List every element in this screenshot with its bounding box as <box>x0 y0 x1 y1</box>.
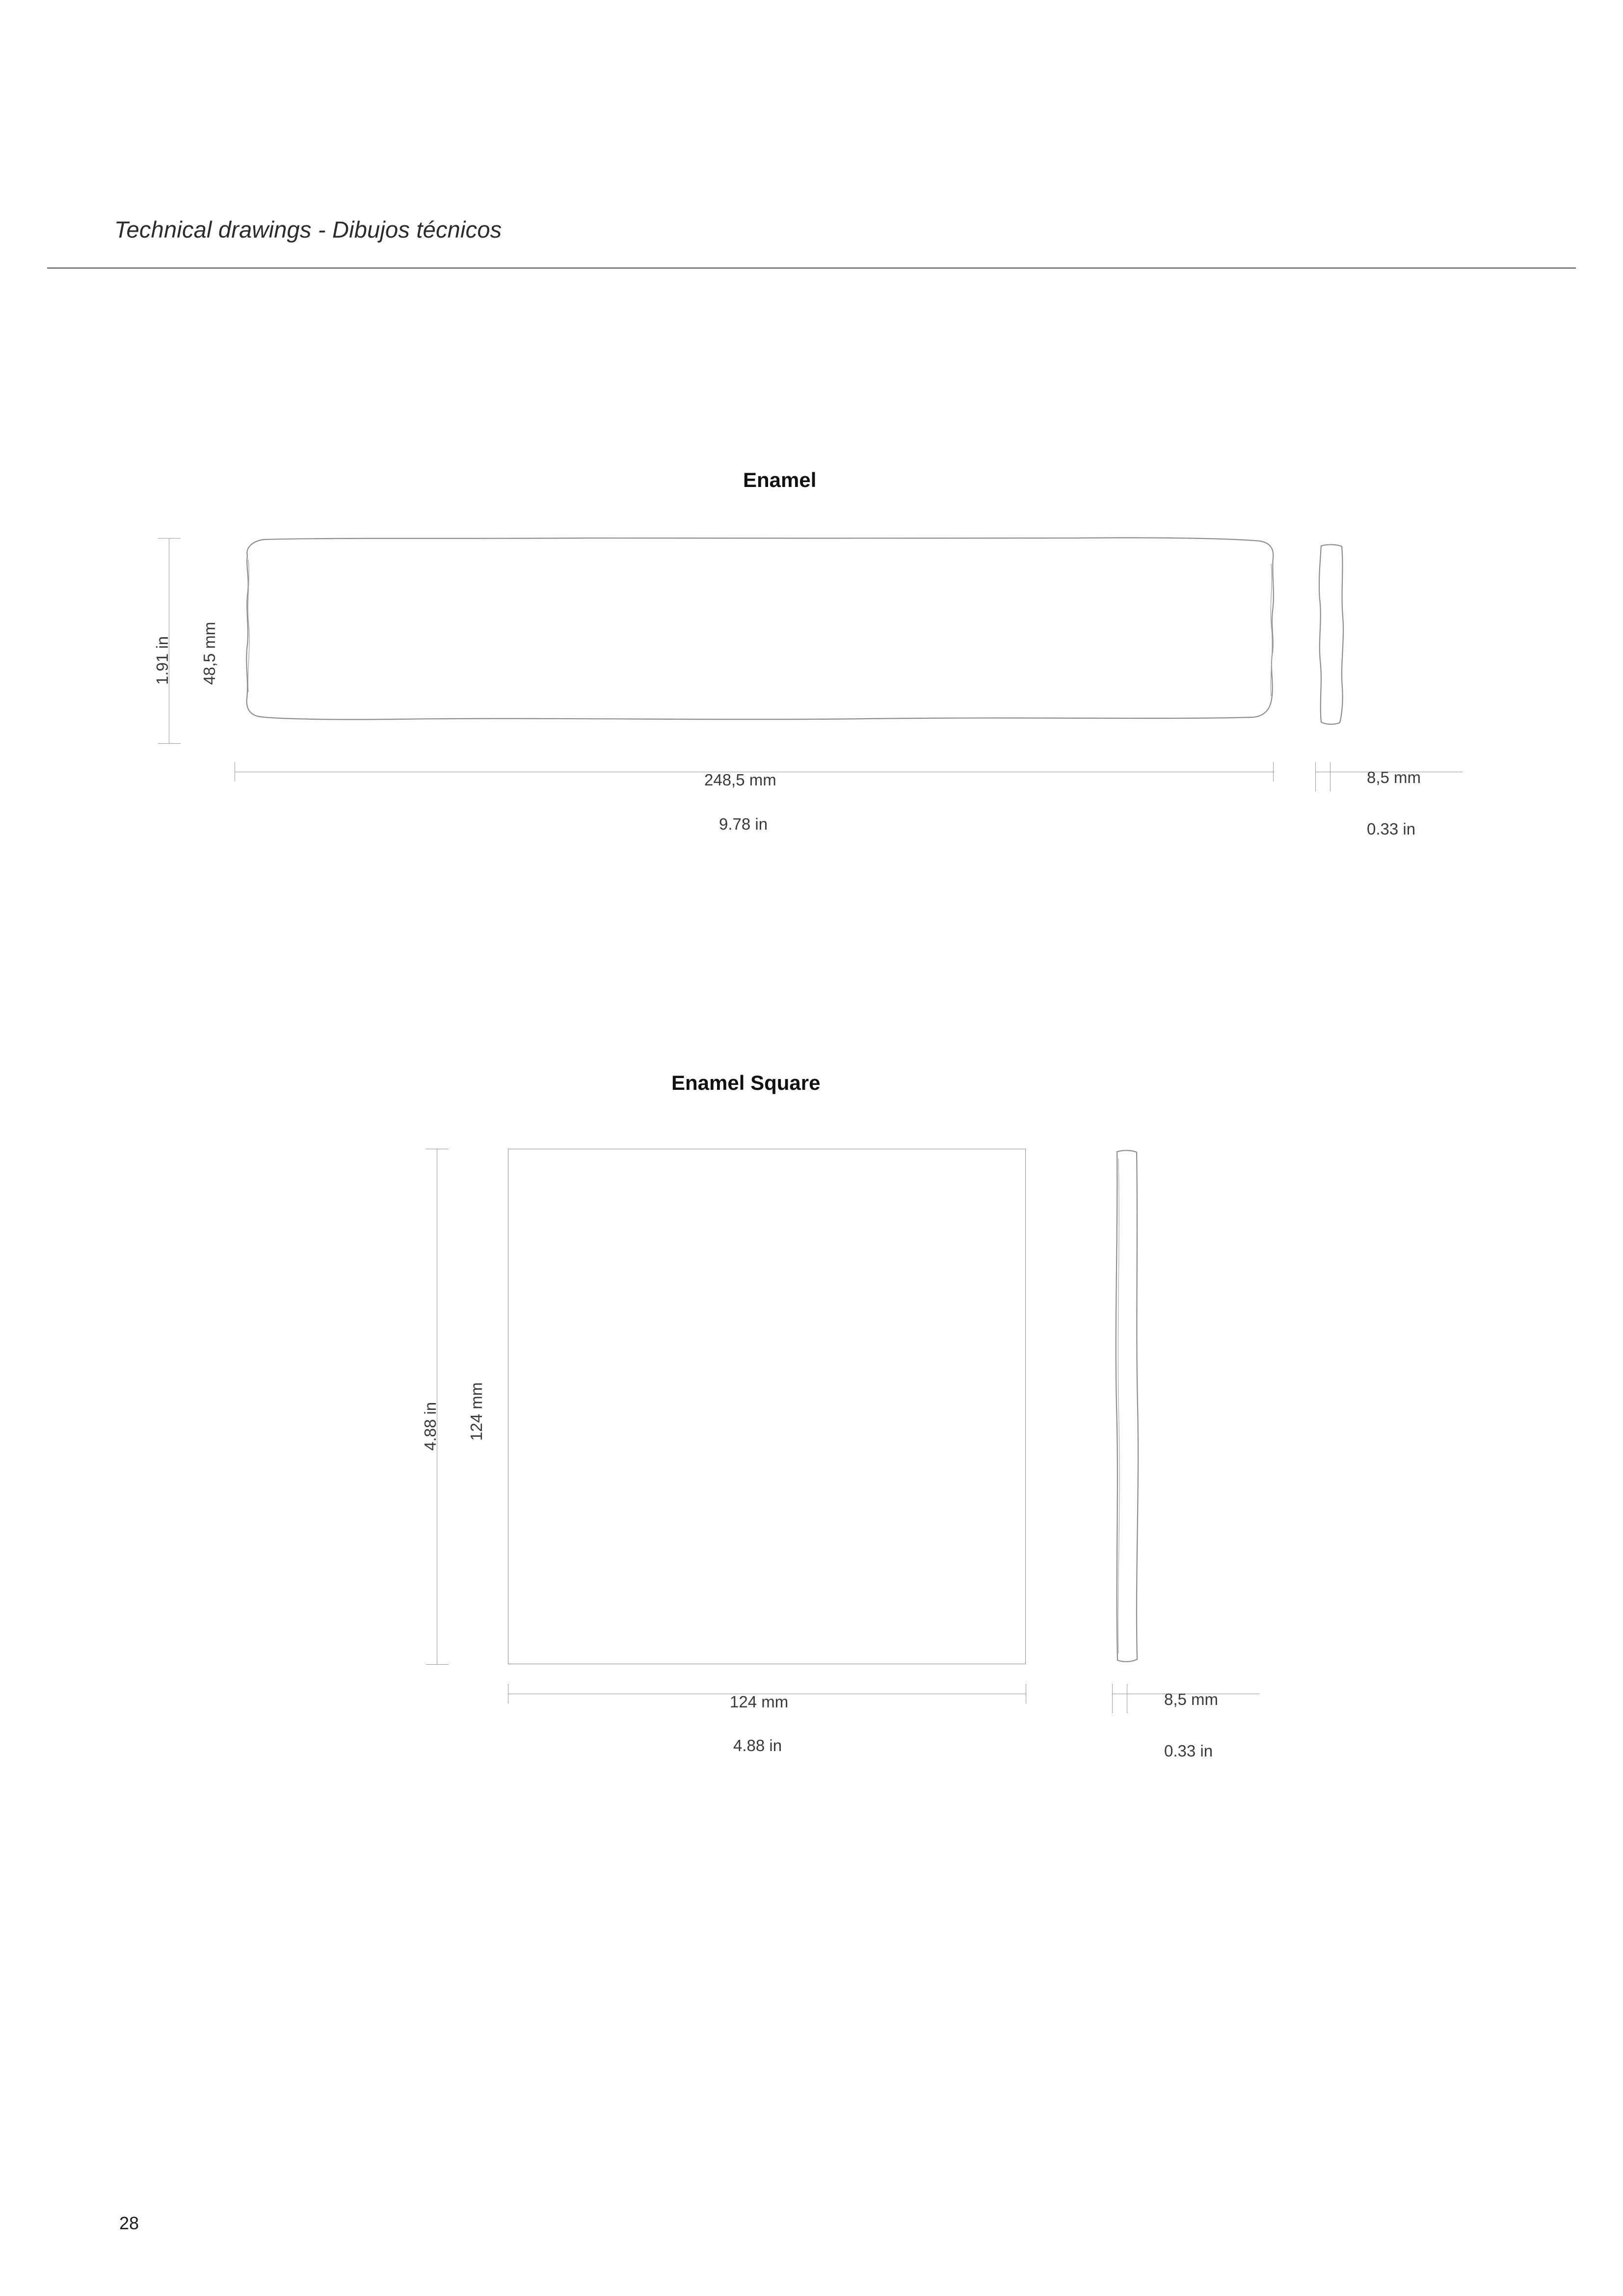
enamel-square-height-in-label: 4.88 in <box>421 1402 439 1451</box>
enamel-square-thickness-mm-label: 8,5 mm <box>1164 1690 1219 1708</box>
enamel-square-thickness-in-label: 0.33 in <box>1164 1742 1213 1760</box>
enamel-square-height-tick-bottom <box>426 1664 449 1665</box>
enamel-square-front-face-drawing <box>508 1149 1026 1664</box>
enamel-square-side-view-drawing <box>1110 1149 1144 1667</box>
enamel-square-height-mm-label: 124 mm <box>467 1382 485 1441</box>
enamel-thickness-mm-label: 8,5 mm <box>1367 768 1421 786</box>
enamel-front-face-drawing <box>240 534 1281 733</box>
enamel-square-width-mm-label: 124 mm <box>730 1693 789 1711</box>
figure-title-enamel: Enamel <box>743 468 817 491</box>
enamel-width-in-label: 9.78 in <box>719 815 768 833</box>
figure-title-enamel-square: Enamel Square <box>671 1071 821 1094</box>
enamel-thickness-tick-left <box>1315 762 1316 791</box>
enamel-width-mm-label: 248,5 mm <box>704 771 776 789</box>
header-divider <box>47 268 1576 269</box>
enamel-height-in-label: 1.91 in <box>153 636 171 685</box>
enamel-width-tick-right <box>1273 762 1274 782</box>
enamel-height-tick-top <box>158 538 181 539</box>
enamel-thickness-in-label: 0.33 in <box>1367 820 1416 838</box>
enamel-height-mm-label: 48,5 mm <box>200 621 218 685</box>
enamel-side-view-drawing <box>1313 540 1353 734</box>
page-number: 28 <box>119 2213 139 2233</box>
enamel-square-width-in-label: 4.88 in <box>733 1736 782 1755</box>
enamel-square-thickness-tick-left <box>1112 1684 1113 1713</box>
page-title: Technical drawings - Dibujos técnicos <box>114 216 502 243</box>
enamel-height-tick-bottom <box>158 743 181 744</box>
